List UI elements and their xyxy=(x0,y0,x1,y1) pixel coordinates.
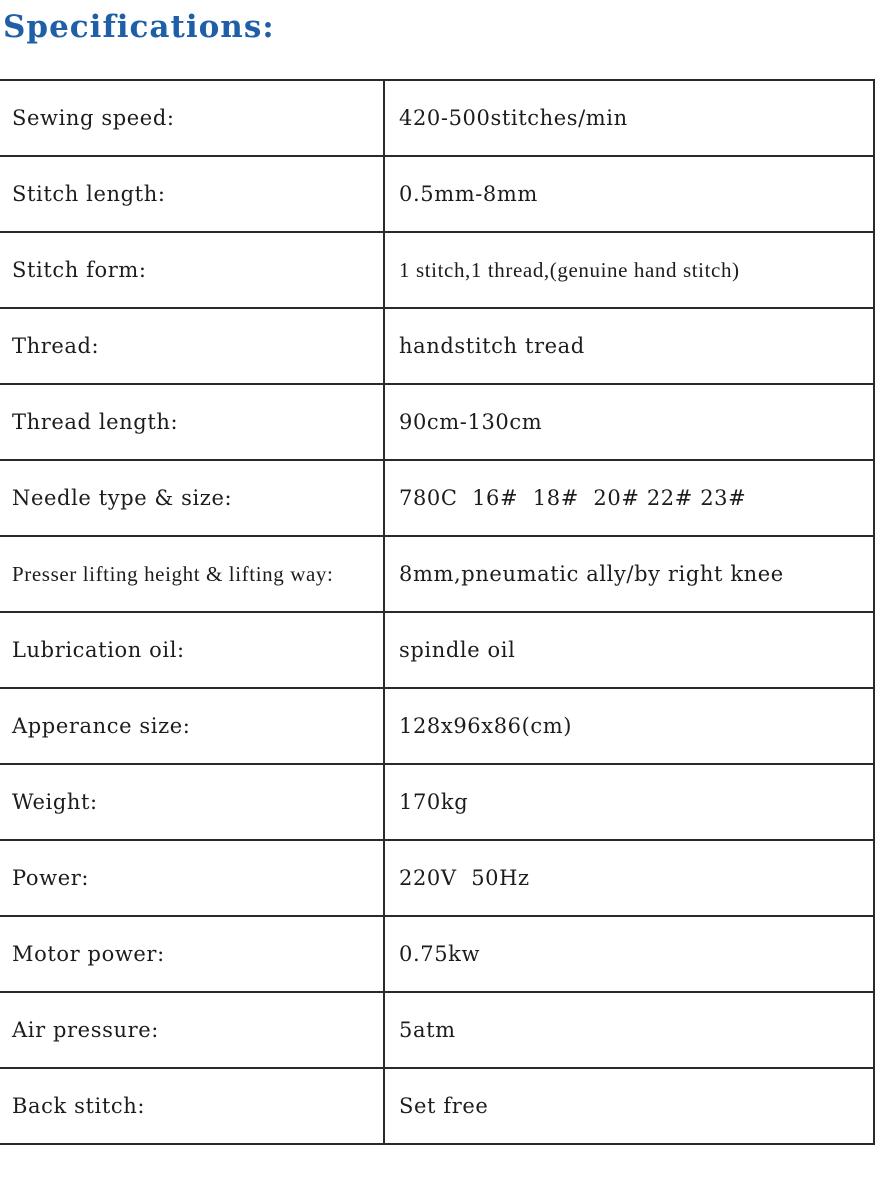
spec-label: Needle type & size: xyxy=(0,460,384,536)
spec-label: Back stitch: xyxy=(0,1068,384,1144)
spec-value: 780C 16# 18# 20# 22# 23# xyxy=(384,460,874,536)
table-row xyxy=(0,384,874,460)
table-row xyxy=(0,1068,874,1144)
spec-value: 0.75kw xyxy=(384,916,874,992)
spec-value: 220V 50Hz xyxy=(384,840,874,916)
table-row xyxy=(0,460,874,536)
spec-label: Air pressure: xyxy=(0,992,384,1068)
spec-value: 128x96x86(cm) xyxy=(384,688,874,764)
table-row xyxy=(0,232,874,308)
table-row xyxy=(0,992,874,1068)
spec-label: Sewing speed: xyxy=(0,80,384,156)
spec-value: 1 stitch,1 thread,(genuine hand stitch) xyxy=(384,232,874,308)
table-row xyxy=(0,308,874,384)
spec-label: Thread: xyxy=(0,308,384,384)
page-title: Specifications: xyxy=(3,9,275,45)
table-row xyxy=(0,80,874,156)
specifications-table xyxy=(0,79,875,1145)
spec-value: 90cm-130cm xyxy=(384,384,874,460)
spec-value: spindle oil xyxy=(384,612,874,688)
spec-label: Stitch form: xyxy=(0,232,384,308)
spec-value: 420-500stitches/min xyxy=(384,80,874,156)
spec-value: 5atm xyxy=(384,992,874,1068)
spec-value: handstitch tread xyxy=(384,308,874,384)
table-row xyxy=(0,764,874,840)
table-row xyxy=(0,536,874,612)
table-row xyxy=(0,612,874,688)
table-row xyxy=(0,916,874,992)
spec-value: 0.5mm-8mm xyxy=(384,156,874,232)
spec-value: 8mm,pneumatic ally/by right knee xyxy=(384,536,874,612)
spec-value: 170kg xyxy=(384,764,874,840)
table-row xyxy=(0,156,874,232)
spec-label: Motor power: xyxy=(0,916,384,992)
table-row xyxy=(0,688,874,764)
spec-label: Presser lifting height & lifting way: xyxy=(0,536,384,612)
spec-label: Lubrication oil: xyxy=(0,612,384,688)
spec-label: Thread length: xyxy=(0,384,384,460)
spec-label: Apperance size: xyxy=(0,688,384,764)
spec-label: Stitch length: xyxy=(0,156,384,232)
spec-label: Weight: xyxy=(0,764,384,840)
table-row xyxy=(0,840,874,916)
spec-label: Power: xyxy=(0,840,384,916)
spec-value: Set free xyxy=(384,1068,874,1144)
